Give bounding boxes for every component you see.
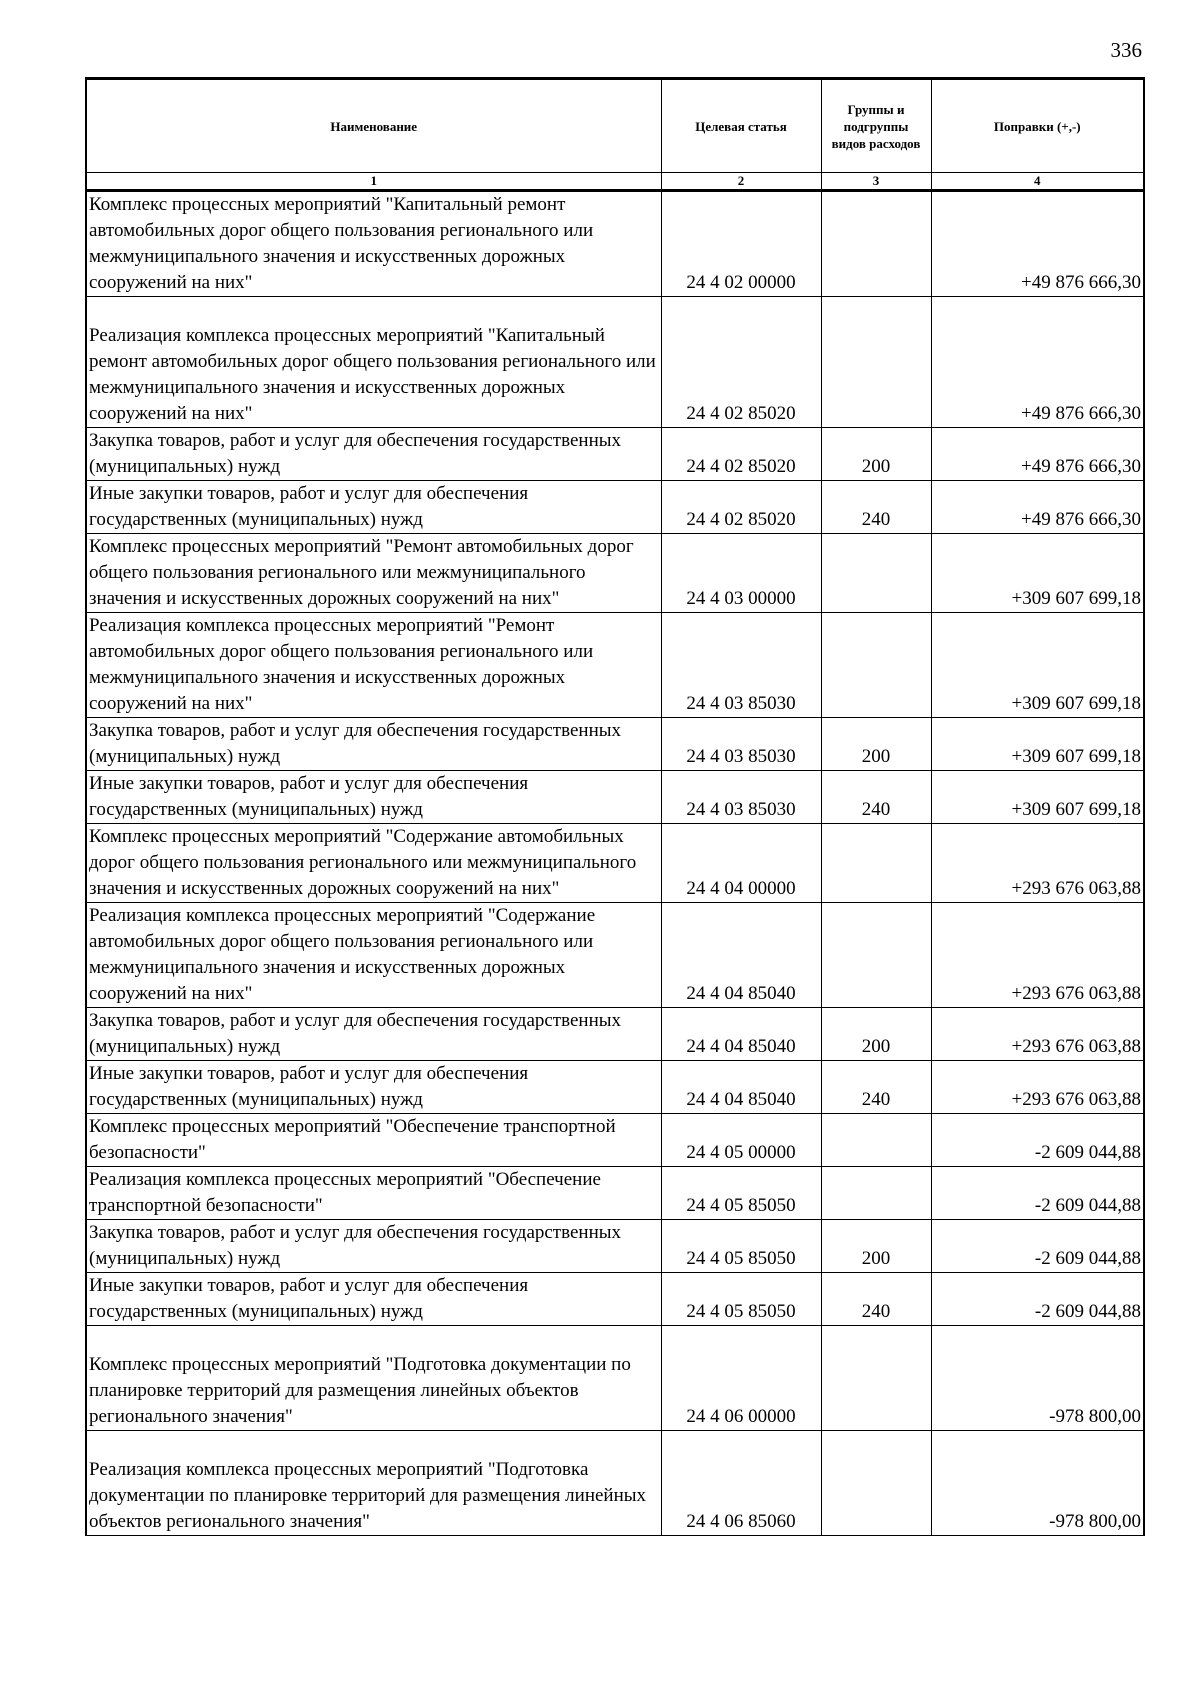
cell-name: Комплекс процессных мероприятий "Ремонт автомобильных дорог общего пользования регионального или межмуниципального значения и искусственных дорожных сооружений на них" [86, 534, 661, 613]
cell-name: Комплекс процессных мероприятий "Содержание автомобильных дорог общего пользования регионального или межмуниципального значения и искусственных дорожных сооружений на них" [86, 824, 661, 903]
cell-code: 24 4 03 85030 [661, 718, 821, 771]
cell-amount: -2 609 044,88 [931, 1220, 1144, 1273]
cell-name: Реализация комплекса процессных мероприятий "Ремонт автомобильных дорог общего пользования регионального или межмуниципального значения и искусственных дорожных сооружений на них" [86, 613, 661, 718]
cell-code: 24 4 04 85040 [661, 1008, 821, 1061]
table-row [86, 191, 1144, 297]
cell-group [821, 613, 931, 718]
cell-group [821, 903, 931, 1008]
cell-group: 240 [821, 1273, 931, 1326]
cell-group [821, 534, 931, 613]
cell-group: 200 [821, 1008, 931, 1061]
cell-name: Иные закупки товаров, работ и услуг для обеспечения государственных (муниципальных) нужд [86, 481, 661, 534]
cell-group: 240 [821, 771, 931, 824]
cell-group [821, 1326, 931, 1431]
table-row [86, 1431, 1144, 1536]
cell-code: 24 4 05 85050 [661, 1273, 821, 1326]
cell-amount: -978 800,00 [931, 1431, 1144, 1536]
cell-code: 24 4 05 85050 [661, 1167, 821, 1220]
cell-name: Комплекс процессных мероприятий "Обеспечение транспортной безопасности" [86, 1114, 661, 1167]
table-body [86, 191, 1144, 1536]
cell-amount: +49 876 666,30 [931, 297, 1144, 428]
cell-name: Закупка товаров, работ и услуг для обеспечения государственных (муниципальных) нужд [86, 428, 661, 481]
table-row [86, 297, 1144, 428]
table-row [86, 718, 1144, 771]
cell-name: Иные закупки товаров, работ и услуг для обеспечения государственных (муниципальных) нужд [86, 771, 661, 824]
table-row [86, 534, 1144, 613]
cell-group: 240 [821, 481, 931, 534]
budget-amendments-table [85, 77, 1145, 1536]
cell-amount: +49 876 666,30 [931, 191, 1144, 297]
table-row [86, 1061, 1144, 1114]
cell-code: 24 4 03 85030 [661, 771, 821, 824]
table-row [86, 771, 1144, 824]
cell-group [821, 297, 931, 428]
cell-amount: +309 607 699,18 [931, 718, 1144, 771]
column-number: 4 [931, 173, 1144, 191]
cell-amount: +293 676 063,88 [931, 1061, 1144, 1114]
table-row [86, 481, 1144, 534]
cell-amount: +309 607 699,18 [931, 534, 1144, 613]
cell-code: 24 4 02 00000 [661, 191, 821, 297]
header-code: Целевая статья [661, 79, 821, 173]
cell-code: 24 4 02 85020 [661, 428, 821, 481]
cell-group: 240 [821, 1061, 931, 1114]
cell-name: Реализация комплекса процессных мероприятий "Капитальный ремонт автомобильных дорог общего пользования регионального или межмуниципального значения и искусственных дорожных сооружений на них" [86, 297, 661, 428]
cell-code: 24 4 04 00000 [661, 824, 821, 903]
cell-amount: +49 876 666,30 [931, 428, 1144, 481]
cell-name: Реализация комплекса процессных мероприятий "Подготовка документации по планировке территорий для размещения линейных объектов регионального значения" [86, 1431, 661, 1536]
cell-amount: -978 800,00 [931, 1326, 1144, 1431]
cell-code: 24 4 06 00000 [661, 1326, 821, 1431]
column-number: 2 [661, 173, 821, 191]
cell-amount: +293 676 063,88 [931, 1008, 1144, 1061]
table-row [86, 1114, 1144, 1167]
header-group: Группы и подгруппы видов расходов [821, 79, 931, 173]
table-row [86, 1220, 1144, 1273]
cell-code: 24 4 04 85040 [661, 1061, 821, 1114]
table-row [86, 1273, 1144, 1326]
table-header [86, 79, 1144, 191]
cell-amount: +293 676 063,88 [931, 903, 1144, 1008]
cell-code: 24 4 02 85020 [661, 297, 821, 428]
cell-code: 24 4 02 85020 [661, 481, 821, 534]
cell-group [821, 1114, 931, 1167]
table-row [86, 903, 1144, 1008]
header-name: Наименование [86, 79, 661, 173]
cell-group [821, 191, 931, 297]
cell-code: 24 4 05 85050 [661, 1220, 821, 1273]
cell-amount: -2 609 044,88 [931, 1114, 1144, 1167]
cell-name: Закупка товаров, работ и услуг для обеспечения государственных (муниципальных) нужд [86, 1008, 661, 1061]
cell-group: 200 [821, 718, 931, 771]
cell-code: 24 4 03 00000 [661, 534, 821, 613]
cell-group [821, 1167, 931, 1220]
header-amount: Поправки (+,-) [931, 79, 1144, 173]
page-number: 336 [1110, 38, 1142, 62]
column-number: 1 [86, 173, 661, 191]
table-row [86, 1167, 1144, 1220]
cell-group [821, 1431, 931, 1536]
cell-name: Иные закупки товаров, работ и услуг для обеспечения государственных (муниципальных) нужд [86, 1061, 661, 1114]
table-row [86, 428, 1144, 481]
cell-code: 24 4 05 00000 [661, 1114, 821, 1167]
cell-amount: -2 609 044,88 [931, 1167, 1144, 1220]
cell-amount: +293 676 063,88 [931, 824, 1144, 903]
cell-group: 200 [821, 428, 931, 481]
cell-name: Иные закупки товаров, работ и услуг для обеспечения государственных (муниципальных) нужд [86, 1273, 661, 1326]
table-row [86, 613, 1144, 718]
cell-code: 24 4 06 85060 [661, 1431, 821, 1536]
cell-group: 200 [821, 1220, 931, 1273]
cell-name: Комплекс процессных мероприятий "Капитальный ремонт автомобильных дорог общего пользования регионального или межмуниципального значения и искусственных дорожных сооружений на них" [86, 191, 661, 297]
cell-code: 24 4 03 85030 [661, 613, 821, 718]
cell-name: Реализация комплекса процессных мероприятий "Содержание автомобильных дорог общего пользования регионального или межмуниципального значения и искусственных дорожных сооружений на них" [86, 903, 661, 1008]
cell-amount: +49 876 666,30 [931, 481, 1144, 534]
column-number: 3 [821, 173, 931, 191]
table-row [86, 1008, 1144, 1061]
cell-group [821, 824, 931, 903]
cell-amount: -2 609 044,88 [931, 1273, 1144, 1326]
cell-amount: +309 607 699,18 [931, 613, 1144, 718]
cell-name: Закупка товаров, работ и услуг для обеспечения государственных (муниципальных) нужд [86, 718, 661, 771]
cell-name: Закупка товаров, работ и услуг для обеспечения государственных (муниципальных) нужд [86, 1220, 661, 1273]
cell-name: Реализация комплекса процессных мероприятий "Обеспечение транспортной безопасности" [86, 1167, 661, 1220]
table-row [86, 1326, 1144, 1431]
cell-amount: +309 607 699,18 [931, 771, 1144, 824]
cell-code: 24 4 04 85040 [661, 903, 821, 1008]
table-row [86, 824, 1144, 903]
cell-name: Комплекс процессных мероприятий "Подготовка документации по планировке территорий для размещения линейных объектов регионального значения" [86, 1326, 661, 1431]
